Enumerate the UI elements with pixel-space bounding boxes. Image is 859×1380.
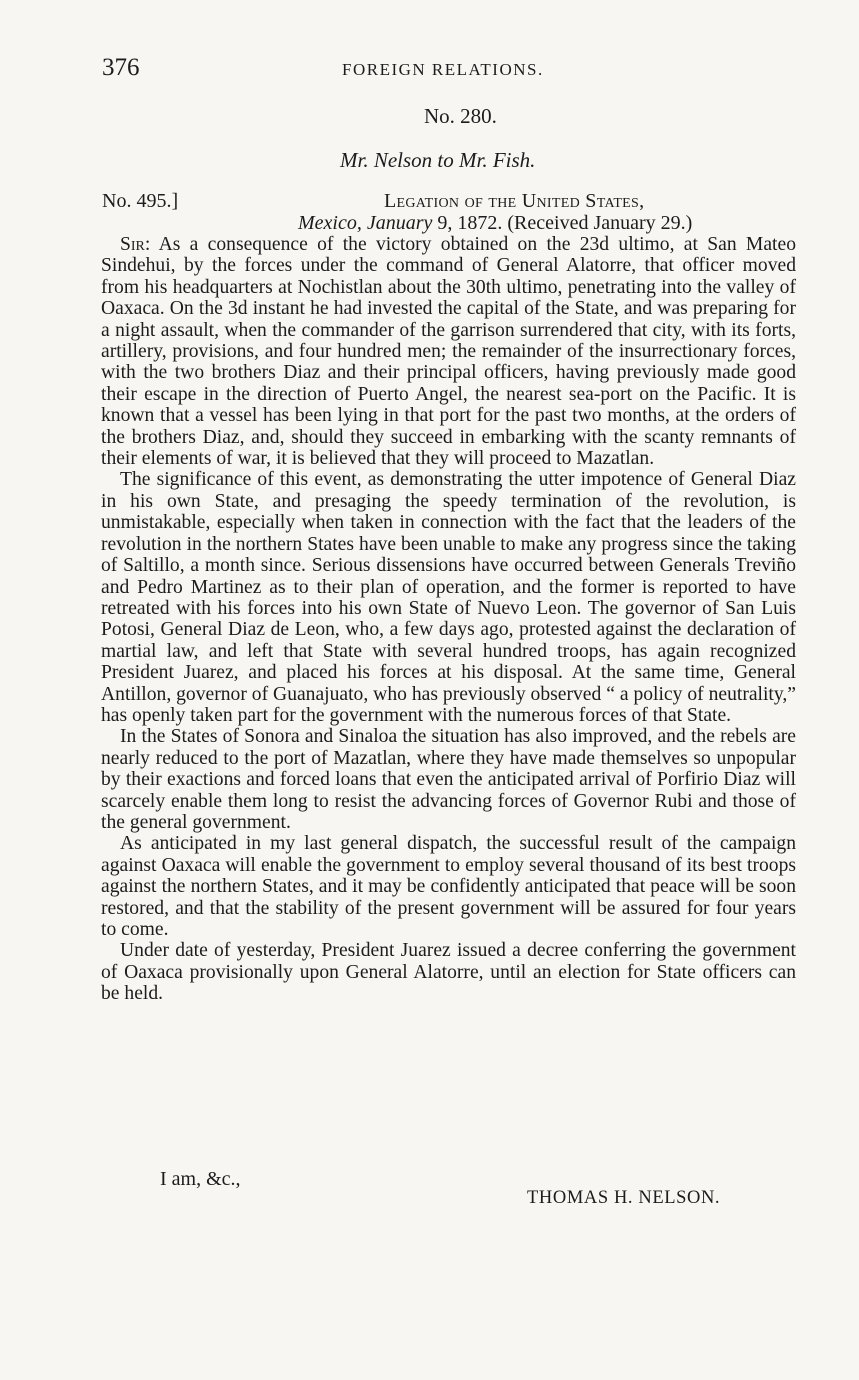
legation-line: Legation of the United States, <box>384 190 645 212</box>
page-number: 376 <box>102 54 140 81</box>
document-heading: Mr. Nelson to Mr. Fish. <box>340 148 536 172</box>
date-rest: 9, 1872. <box>437 212 503 234</box>
running-title: FOREIGN RELATIONS. <box>342 60 544 79</box>
complimentary-close: I am, &c., <box>160 1168 241 1190</box>
paragraph-3: In the States of Sonora and Sinaloa the situation has also improved, and the rebels are nearly reduced to the port of Mazatlan, where they have made themselves so unpopular by their exactions and forced loans that even the anticipated arrival of Porfirio Diaz will scarcely enable them long to resist the advancing forces of Governor Rubi and those of the general government. <box>101 726 796 833</box>
received-note: (Received January 29.) <box>507 212 693 234</box>
dateline <box>298 212 692 235</box>
salutation: Sir <box>120 234 145 255</box>
letter-body <box>101 234 796 1005</box>
paragraph-2: The significance of this event, as demonstrating the utter impotence of General Diaz in his own State, and presaging the speedy termination of the revolution, is unmistakable, especially when taken in connection with the fact that the leaders of the revolution in the northern States have been unable to make any progress since the taking of Saltillo, a month since. Serious dissensions have occurred between Generals Treviño and Pedro Martinez as to their plan of operation, and the former is reported to have retreated with his forces into his own State of Nuevo Leon. The governor of San Luis Potosi, General Diaz de Leon, who, a few days ago, protested against the declaration of martial law, and left that State with several hundred troops, has again recognized President Juarez, and placed his forces at his disposal. At the same time, General Antillon, governor of Guanajuato, who has previously observed “ a policy of neutrality,” has openly taken part for the government with the numerous forces of that State. <box>101 469 796 726</box>
place-date: Mexico, January <box>298 212 433 234</box>
document-number: No. 280. <box>424 104 497 128</box>
dispatch-reference-number: No. 495.] <box>102 190 179 212</box>
paragraph-1 <box>101 234 796 469</box>
paragraph-5: Under date of yesterday, President Juarez issued a decree conferring the government of Oaxaca provisionally upon General Alatorre, until an election for State officers can be held. <box>101 940 796 1005</box>
signature: THOMAS H. NELSON. <box>527 1188 721 1208</box>
paragraph-4: As anticipated in my last general dispatch, the successful result of the campaign against Oaxaca will enable the government to employ several thousand of its best troops against the northern States, and it may be confidently anticipated that peace will be soon restored, and that the stability of the present government will be assured for four years to come. <box>101 833 796 940</box>
paragraph-1-text: : As a consequence of the victory obtained on the 23d ultimo, at San Mateo Sindehui, by the forces under the command of General Alatorre, that officer moved from his headquarters at Nochistlan about the 30th ultimo, penetrating into the valley of Oaxaca. On the 3d instant he had invested the capital of the State, and was preparing for a night assault, when the commander of the garrison surrendered that city, with its forts, artillery, provisions, and four hundred men; the remainder of the insurrectionary forces, with the two brothers Diaz and their principal officers, having previously made good their escape in the direction of Puerto Angel, the nearest sea-port on the Pacific. It is known that a vessel has been lying in that port for the past two months, at the orders of the brothers Diaz, and, should they succeed in embarking with the scanty remnants of their elements of war, it is believed that they will proceed to Mazatlan. <box>101 234 796 470</box>
